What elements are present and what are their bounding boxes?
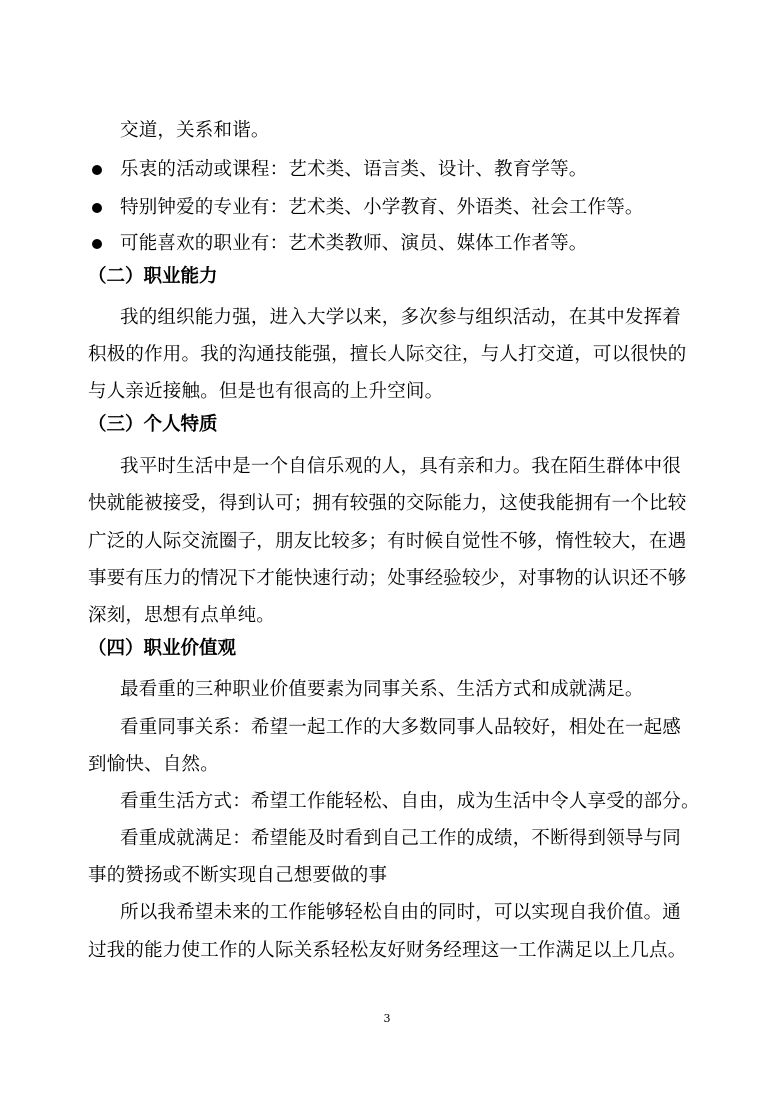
bullet-item bbox=[88, 232, 708, 256]
bullet-item bbox=[88, 196, 708, 220]
paragraph-line: 与人亲近接触。但是也有很高的上升空间。 bbox=[88, 381, 444, 402]
bullet-dot-icon bbox=[92, 239, 102, 249]
bullet-text: 可能喜欢的职业有：艺术类教师、演员、媒体工作者等。 bbox=[120, 233, 588, 254]
paragraph-line: 看重同事关系：希望一起工作的大多数同事人品较好，相处在一起感 bbox=[120, 717, 682, 738]
paragraph-line: 看重生活方式：希望工作能轻松、自由，成为生活中令人享受的部分。 bbox=[120, 791, 700, 812]
paragraph-line: 过我的能力使工作的人际关系轻松友好财务经理这一工作满足以上几点。 bbox=[88, 940, 687, 961]
paragraph-line: 快就能被接受，得到认可；拥有较强的交际能力，这使我能拥有一个比较 bbox=[88, 493, 687, 514]
section-heading: （二）职业能力 bbox=[88, 266, 218, 287]
section-heading: （三）个人特质 bbox=[88, 414, 218, 435]
page-number: 3 bbox=[383, 1012, 391, 1025]
bullet-dot-icon bbox=[92, 203, 102, 213]
paragraph-line: 到愉快、自然。 bbox=[88, 754, 219, 775]
paragraph-line: 事的赞扬或不断实现自己想要做的事 bbox=[88, 865, 388, 886]
section-heading: （四）职业价值观 bbox=[88, 638, 237, 659]
paragraph-line: 交道，关系和谐。 bbox=[120, 120, 270, 141]
paragraph-line: 看重成就满足：希望能及时看到自己工作的成绩，不断得到领导与同 bbox=[120, 828, 682, 849]
paragraph-line: 广泛的人际交流圈子，朋友比较多；有时候自觉性不够，惰性较大，在遇 bbox=[88, 531, 687, 552]
paragraph-line: 深刻，思想有点单纯。 bbox=[88, 605, 276, 626]
paragraph-line: 我的组织能力强，进入大学以来，多次参与组织活动，在其中发挥着 bbox=[120, 307, 682, 328]
paragraph-line: 所以我希望未来的工作能够轻松自由的同时，可以实现自我价值。通 bbox=[120, 902, 682, 923]
paragraph-line: 我平时生活中是一个自信乐观的人，具有亲和力。我在陌生群体中很 bbox=[120, 456, 682, 477]
paragraph-line: 最看重的三种职业价值要素为同事关系、生活方式和成就满足。 bbox=[120, 679, 644, 700]
bullet-text: 乐衷的活动或课程：艺术类、语言类、设计、教育学等。 bbox=[120, 159, 588, 180]
bullet-item bbox=[88, 158, 708, 182]
bullet-dot-icon bbox=[92, 165, 102, 175]
paragraph-line: 事要有压力的情况下才能快速行动；处事经验较少，对事物的认识还不够 bbox=[88, 568, 687, 589]
bullet-text: 特别钟爱的专业有：艺术类、小学教育、外语类、社会工作等。 bbox=[120, 197, 644, 218]
paragraph-line: 积极的作用。我的沟通技能强，擅长人际交往，与人打交道，可以很快的 bbox=[88, 344, 687, 365]
